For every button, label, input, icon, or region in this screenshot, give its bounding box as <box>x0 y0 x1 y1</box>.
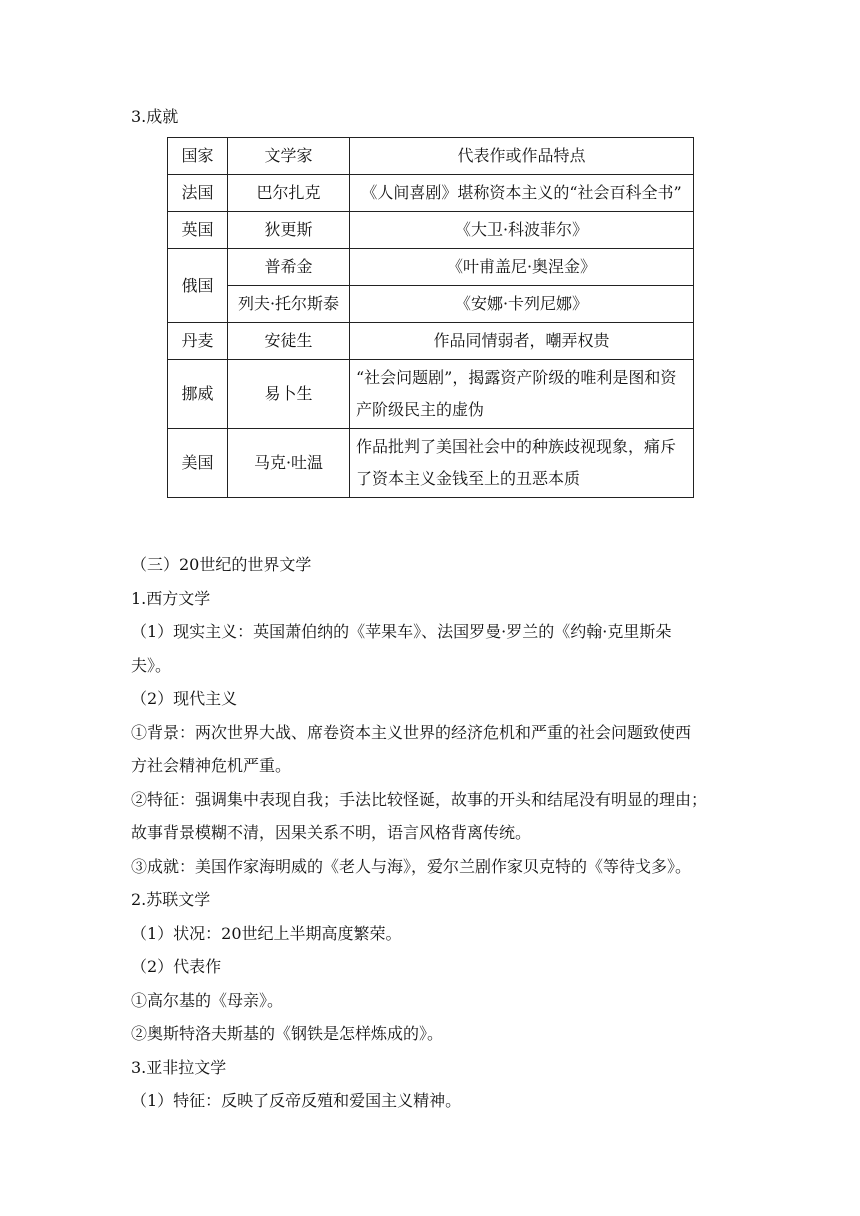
writer-cell: 易卜生 <box>228 360 350 429</box>
text-line: 夫》。 <box>131 655 172 675</box>
table-row <box>168 323 694 360</box>
work-cell: 《人间喜剧》堪称资本主义的“社会百科全书” <box>350 175 694 212</box>
country-cell: 挪威 <box>168 360 228 429</box>
country-cell: 丹麦 <box>168 323 228 360</box>
body-text <box>131 548 771 1118</box>
country-cell: 英国 <box>168 212 228 249</box>
text-line: ②奥斯特洛夫斯基的《钢铁是怎样炼成的》。 <box>131 1024 444 1043</box>
header-work: 代表作或作品特点 <box>350 138 694 175</box>
text-line: 故事背景模糊不清，因果关系不明，语言风格背离传统。 <box>131 823 532 842</box>
country-cell: 法国 <box>168 175 228 212</box>
writer-cell: 狄更斯 <box>228 212 350 249</box>
writer-cell: 普希金 <box>228 249 350 286</box>
text-line: ②特征：强调集中表现自我；手法比较怪诞，故事的开头和结尾没有明显的理由； <box>131 789 708 809</box>
text-line: （2）代表作 <box>131 957 222 976</box>
text-line: ①背景：两次世界大战、席卷资本主义世界的经济危机和严重的社会问题致使西 <box>131 722 692 742</box>
country-cell: 俄国 <box>168 249 228 323</box>
text-line: （1）现实主义：英国萧伯纳的《苹果车》、法国罗曼·罗兰的《约翰·克里斯朵 <box>131 622 672 641</box>
subsection-heading: （三）20世纪的世界文学 <box>131 555 312 574</box>
section-heading: 3.成就 <box>131 107 179 126</box>
writer-cell: 安徒生 <box>228 323 350 360</box>
table-row <box>168 286 694 323</box>
header-country: 国家 <box>168 138 228 175</box>
table-row <box>168 212 694 249</box>
table-row <box>168 175 694 212</box>
work-cell: “社会问题剧”，揭露资产阶级的唯利是图和资产阶级民主的虚伪 <box>350 360 694 429</box>
writer-cell: 列夫·托尔斯泰 <box>228 286 350 323</box>
text-line: 方社会精神危机严重。 <box>131 756 292 775</box>
text-line: ①高尔基的《母亲》。 <box>131 990 284 1010</box>
text-line: （1）特征：反映了反帝反殖和爱国主义精神。 <box>131 1091 462 1110</box>
work-cell: 《叶甫盖尼·奥涅金》 <box>350 249 694 286</box>
table-row <box>168 429 694 498</box>
text-line: （2）现代主义 <box>131 689 238 708</box>
header-writer: 文学家 <box>228 138 350 175</box>
writer-cell: 巴尔扎克 <box>228 175 350 212</box>
writer-cell: 马克·吐温 <box>228 429 350 498</box>
table-row <box>168 249 694 286</box>
table-row <box>168 360 694 429</box>
work-cell: 作品同情弱者，嘲弄权贵 <box>350 323 694 360</box>
paragraph-heading: 2.苏联文学 <box>131 890 211 909</box>
paragraph-heading: 3.亚非拉文学 <box>131 1057 227 1077</box>
paragraph-heading: 1.西方文学 <box>131 588 211 608</box>
work-cell: 《大卫·科波菲尔》 <box>350 212 694 249</box>
country-cell: 美国 <box>168 429 228 498</box>
literature-table <box>167 137 694 498</box>
text-line: （1）状况：20世纪上半期高度繁荣。 <box>131 923 402 943</box>
work-cell: 作品批判了美国社会中的种族歧视现象，痛斥了资本主义金钱至上的丑恶本质 <box>350 429 694 498</box>
table-header-row <box>168 138 694 175</box>
text-line: ③成就：美国作家海明威的《老人与海》，爱尔兰剧作家贝克特的《等待戈多》。 <box>131 856 692 876</box>
work-cell: 《安娜·卡列尼娜》 <box>350 286 694 323</box>
